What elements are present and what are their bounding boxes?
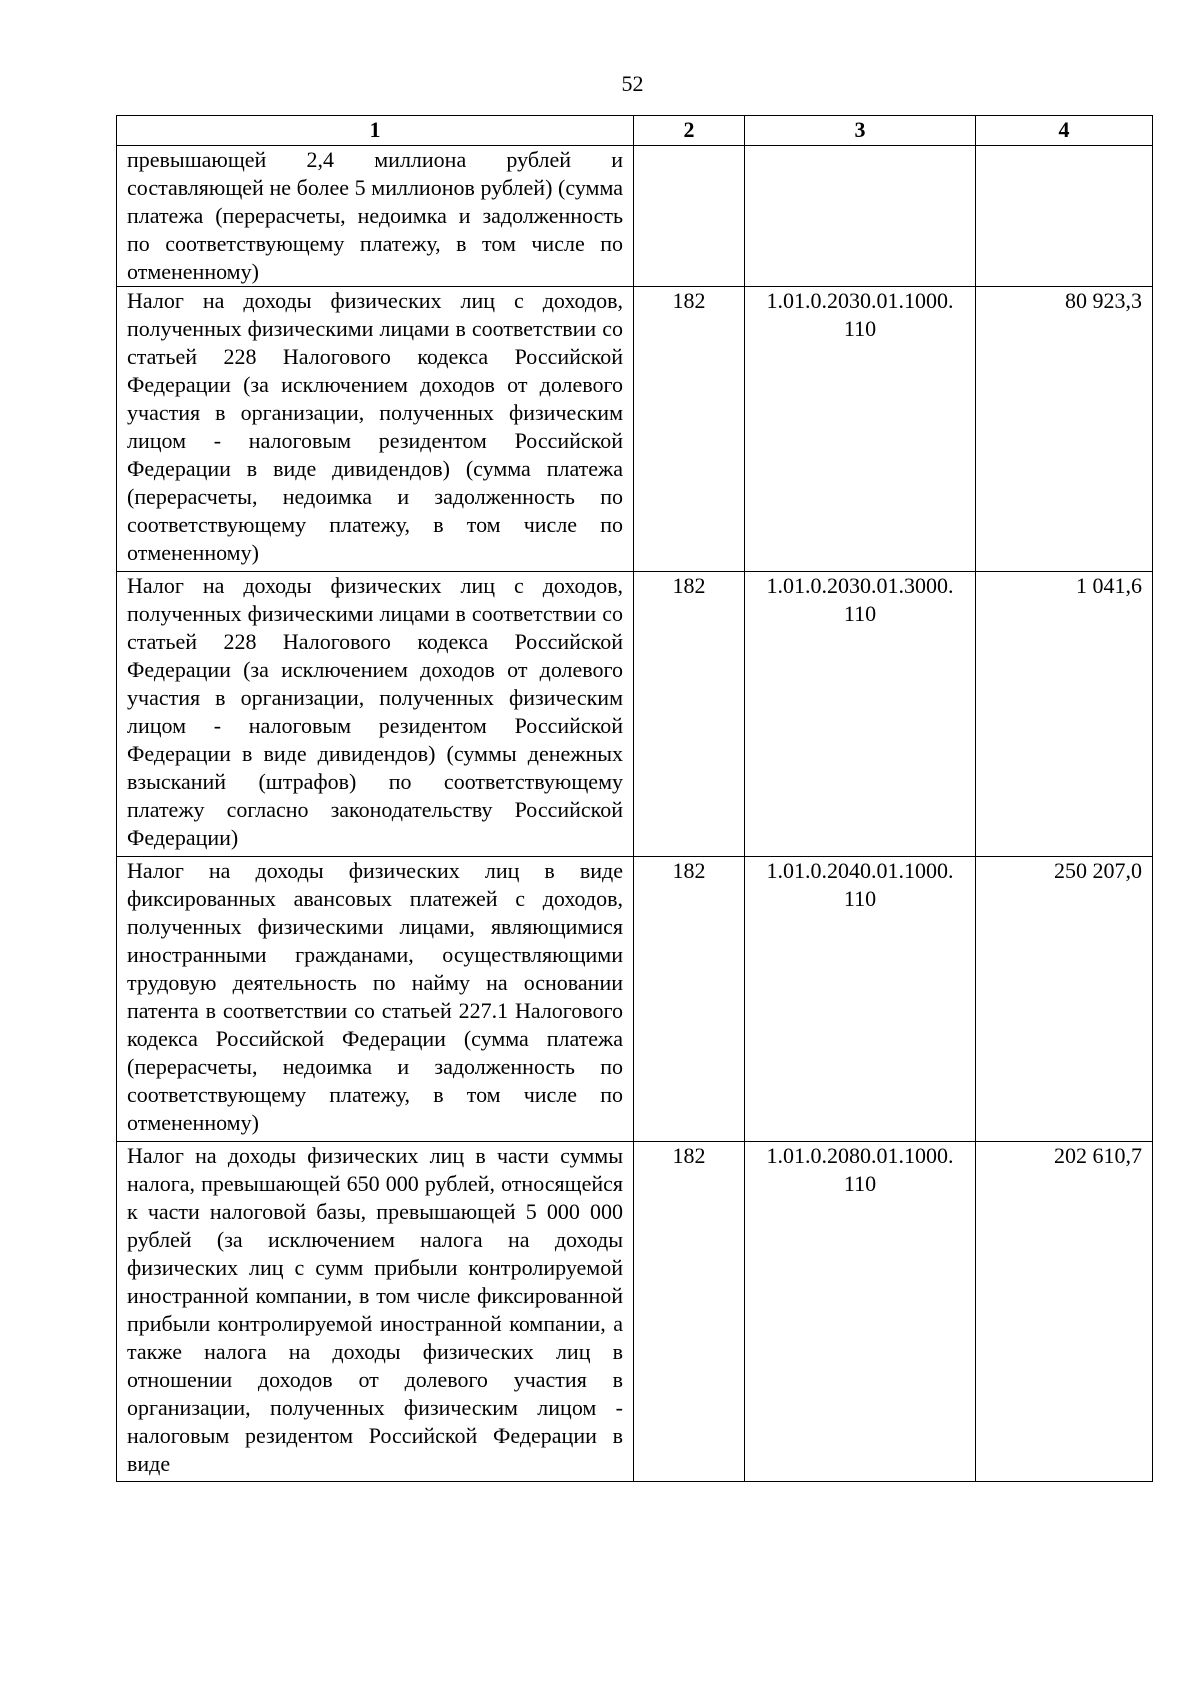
row-description: Налог на доходы физических лиц с доходов, полученных физическими лицами в соответствии со статьей 228 Налогового кодекса Российской Федерации (за исключением доходов от долевого участия в организации, полученных физическим лицом - налоговым резидентом Российской Федерации в виде дивидендов) (суммы денежных взысканий (штрафов) по соответствующему платежу согласно законодательству Российской Федерации) bbox=[117, 572, 634, 857]
row-budget-code-line2: 110 bbox=[843, 886, 877, 911]
row-admin-code: 182 bbox=[634, 857, 745, 1142]
row-budget-code bbox=[745, 572, 976, 857]
row-description: Налог на доходы физических лиц с доходов, полученных физическими лицами в соответствии со статьей 228 Налогового кодекса Российской Федерации (за исключением доходов от долевого участия в организации, полученных физическим лицом - налоговым резидентом Российской Федерации в виде дивидендов) (сумма платежа (перерасчеты, недоимка и задолженность по соответствующему платежу, в том числе по отмененному) bbox=[117, 287, 634, 572]
column-header-3: 3 bbox=[745, 116, 976, 146]
table-row bbox=[117, 146, 1153, 287]
row-budget-code-line1: 1.01.0.2030.01.1000. bbox=[766, 288, 954, 313]
table-row bbox=[117, 572, 1153, 857]
row-admin-code: 182 bbox=[634, 572, 745, 857]
page-number: 52 bbox=[621, 71, 644, 96]
row-amount: 1 041,6 bbox=[976, 572, 1153, 857]
column-header-1: 1 bbox=[117, 116, 634, 146]
column-header-4: 4 bbox=[976, 116, 1153, 146]
row-budget-code-line1: 1.01.0.2080.01.1000. bbox=[766, 1143, 954, 1168]
row-admin-code: 182 bbox=[634, 1142, 745, 1482]
row-admin-code: 182 bbox=[634, 287, 745, 572]
table-row bbox=[117, 1142, 1153, 1482]
table-row bbox=[117, 857, 1153, 1142]
row-budget-code bbox=[745, 857, 976, 1142]
row-description: Налог на доходы физических лиц в части суммы налога, превышающей 650 000 рублей, относящейся к части налоговой базы, превышающей 5 000 000 рублей (за исключением налога на доходы физических лиц с сумм прибыли контролируемой иностранной компании, в том числе фиксированной прибыли контролируемой иностранной компании, а также налога на доходы физических лиц в отношении доходов от долевого участия в организации, полученных физическим лицом - налоговым резидентом Российской Федерации в виде bbox=[117, 1142, 634, 1482]
row-amount bbox=[976, 146, 1153, 287]
row-budget-code-line1: 1.01.0.2040.01.1000. bbox=[766, 858, 954, 883]
row-amount: 80 923,3 bbox=[976, 287, 1153, 572]
row-amount: 202 610,7 bbox=[976, 1142, 1153, 1482]
row-amount: 250 207,0 bbox=[976, 857, 1153, 1142]
row-budget-code-line2: 110 bbox=[843, 1171, 877, 1196]
table-header-row bbox=[117, 116, 1153, 146]
row-budget-code bbox=[745, 1142, 976, 1482]
row-budget-code bbox=[745, 287, 976, 572]
row-description: превышающей 2,4 миллиона рублей и составляющей не более 5 миллионов рублей) (сумма платежа (перерасчеты, недоимка и задолженность по соответствующему платежу, в том числе по отмененному) bbox=[117, 146, 634, 287]
column-header-2: 2 bbox=[634, 116, 745, 146]
row-budget-code-line1: 1.01.0.2030.01.3000. bbox=[766, 573, 954, 598]
budget-revenue-table bbox=[116, 115, 1153, 1482]
row-budget-code-line2: 110 bbox=[843, 316, 877, 341]
row-budget-code bbox=[745, 146, 976, 287]
table-row bbox=[117, 287, 1153, 572]
row-admin-code bbox=[634, 146, 745, 287]
row-budget-code-line2: 110 bbox=[843, 601, 877, 626]
row-description: Налог на доходы физических лиц в виде фиксированных авансовых платежей с доходов, полученных физическими лицами, являющимися иностранными гражданами, осуществляющими трудовую деятельность по найму на основании патента в соответствии со статьей 227.1 Налогового кодекса Российской Федерации (сумма платежа (перерасчеты, недоимка и задолженность по соответствующему платежу, в том числе по отмененному) bbox=[117, 857, 634, 1142]
